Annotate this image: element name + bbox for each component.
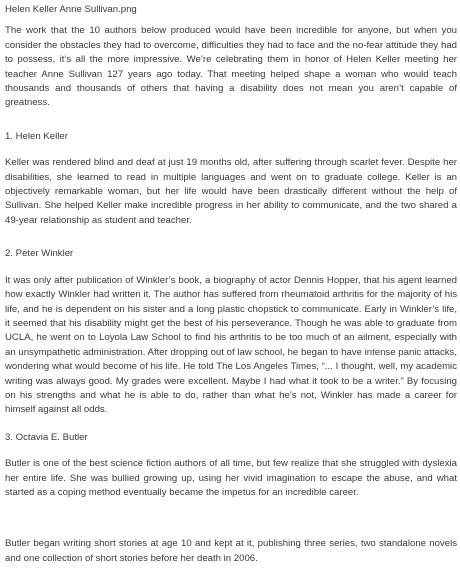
spacer — [5, 500, 457, 537]
spacer — [5, 262, 457, 274]
spacer — [5, 111, 457, 130]
spacer — [5, 144, 457, 156]
document-title: Helen Keller Anne Sullivan.png — [5, 4, 137, 15]
section-heading-helen-keller: 1. Helen Keller — [5, 130, 68, 142]
section-paragraph-helen-keller: Keller was rendered blind and deaf at just 19 months old, after suffering through scarlet fever. Despite her disabilities, she learned to read in multiple languages and went on to graduate college. Keller is an objectively remarkable woman, but her life would have been drastically different without the help of Sullivan. She helped Keller make incredible progress in her ability to communicate, and the two shared a 49-year relationship as student and teacher. — [5, 157, 457, 226]
document-page — [5, 3, 457, 566]
section-heading-peter-winkler: 2. Peter Winkler — [5, 248, 74, 260]
section-paragraph-peter-winkler: It was only after publication of Winkler’s book, a biography of actor Dennis Hopper, that his agent learned how exactly Winkler had written it. The author has suffered from rheumatoid arthritis for the majority of his life, and he is dependent on his sister and a long plastic chopstick to communicate. Early in Winkler’s life, it seemed that his disability might get the best of his perseverance. Though he was able to graduate from UCLA, he went on to Loyola Law School to find his arthritis to be too much of an ailment, especially with an unsympathetic administration. After dropping out of law school, he began to have intense panic attacks, wondering what would become of his life. He told The Los Angeles Times, “... I thought, well, my academic writing was always good. My grades were excellent. Maybe I had what it took to be a writer.” By focusing on his strengths and what he is able to do, rather than what he’s not, Winkler has made a career for himself against all odds. — [5, 274, 457, 416]
section-paragraph-octavia-butler-1: Butler is one of the best science fiction authors of all time, but few realize that she struggled with dyslexia her entire life. She was bullied growing up, using her vivid imagination to escape the abuse, and what started as a coping method eventually became the impetus for an incredible career. — [5, 458, 457, 498]
intro-paragraph: The work that the 10 authors below produced would have been incredible for anyone, but when you consider the obstacles they had to overcome, difficulties they had to face and the no-fear attitude they had to possess, it’s all the more impressive. We’re celebrating them in honor of Helen Keller meeting her teacher Anne Sullivan 127 years ago today. That meeting helped shape a woman who would teach thousands and thousands of others that having a disability does not mean you aren’t capable of greatness. — [5, 25, 457, 109]
spacer — [5, 228, 457, 247]
spacer — [5, 445, 457, 457]
section-heading-octavia-butler: 3. Octavia E. Butler — [5, 431, 88, 443]
section-paragraph-octavia-butler-2: Butler began writing short stories at age 10 and kept at it, publishing three series, two standalone novels and one collection of short stories before her death in 2006. — [5, 538, 457, 564]
spacer — [5, 418, 457, 431]
